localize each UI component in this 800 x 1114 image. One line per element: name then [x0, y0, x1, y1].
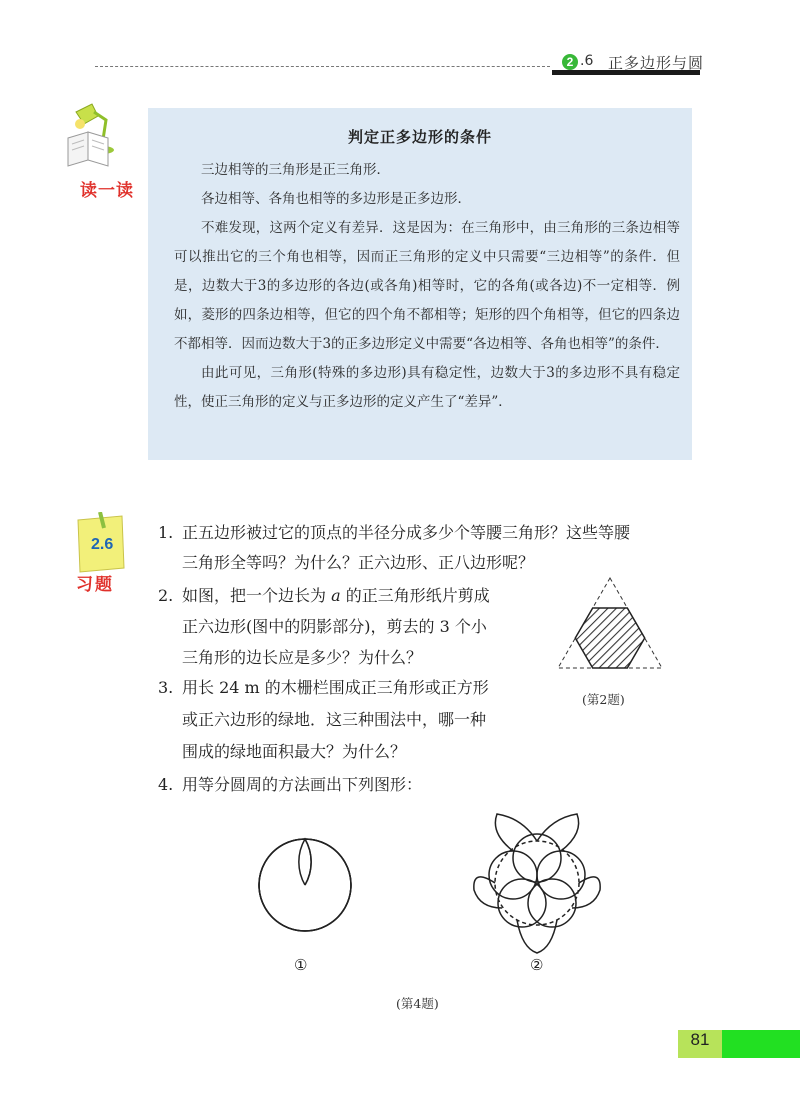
question-number: 3. — [158, 678, 174, 697]
question-text: 三角形的边长应是多少？为什么？ — [182, 648, 423, 667]
five-petal-figure — [462, 808, 612, 958]
exercise-badge-label: 习题 — [76, 575, 114, 595]
reading-title: 判定正多边形的条件 — [347, 128, 492, 146]
question-number: 1. — [158, 523, 174, 542]
question-text: 或正六边形的绿地．这三种围法中，哪一种 — [182, 710, 487, 729]
section-number-badge: 2 — [562, 54, 578, 70]
question-text: 如图，把一个边长为 — [182, 586, 332, 605]
reading-paragraph: 由此可见，三角形(特殊的多边形)具有稳定性，边数大于3的多边形不具有稳定性，使正三角形的定义与正多边形的定义产生了“差异”． — [174, 365, 680, 410]
reading-body — [174, 156, 680, 417]
question-text: 用等分圆周的方法画出下列图形： — [182, 775, 423, 794]
question-text: 正五边形被过它的顶点的半径分成多少个等腰三角形？这些等腰 — [182, 523, 631, 542]
figure-caption: (第4题) — [396, 996, 439, 1011]
question-text: 用长 24 m 的木栅栏围成正三角形或正方形 — [182, 678, 489, 697]
figure-caption: (第2题) — [582, 692, 625, 707]
hexagon-triangle-figure — [550, 572, 670, 676]
section-number-suffix: .6 — [580, 53, 594, 69]
question-text: 正六边形(图中的阴影部分)，剪去的 3 个小 — [182, 617, 487, 636]
question-number: 4. — [158, 775, 174, 794]
reading-paragraph: 各边相等、各角也相等的多边形是正多边形． — [201, 191, 471, 207]
section-title: 正多边形与圆 — [608, 54, 705, 72]
page-number: 81 — [690, 1030, 710, 1049]
question-text: 围成的绿地面积最大？为什么？ — [182, 742, 407, 761]
question-number: 2. — [158, 586, 174, 605]
reading-paragraph: 三边相等的三角形是正三角形． — [201, 162, 390, 178]
question-4 — [158, 770, 718, 800]
shaded-hexagon — [575, 608, 644, 668]
question-text: 三角形全等吗？为什么？正六边形、正八边形呢？ — [182, 553, 535, 572]
variable-a: a — [331, 586, 341, 605]
question-text: 的正三角形纸片剪成 — [340, 586, 490, 605]
question-1 — [158, 518, 718, 578]
question-2 — [158, 580, 538, 673]
desk-lamp-book-icon — [58, 100, 138, 180]
rosette-figure — [250, 830, 360, 940]
question-3 — [158, 672, 538, 768]
page-number-bar — [722, 1030, 800, 1058]
reading-box — [148, 108, 692, 460]
header-dashed-rule — [95, 66, 550, 67]
read-section-label: 读一读 — [80, 181, 134, 201]
reading-paragraph: 不难发现，这两个定义有差异．这是因为：在三角形中，由三角形的三条边相等可以推出它的三个角也相等，因而正三角形的定义中只需要“三边相等”的条件．但是，边数大于3的多边形的各边(或各角)相等时，它的各角(或各边)不一定相等．例如，菱形的四条边相等，但它的四个角不都相等；矩形的四个角相等，但它的四条边不都相等．因而边数大于3的正多边形定义中需要“各边相等、各角也相等”的条件． — [174, 220, 680, 352]
figure-label-1: ① — [294, 956, 308, 974]
figure-label-2: ② — [530, 956, 544, 974]
exercise-badge-number: 2.6 — [91, 536, 114, 553]
